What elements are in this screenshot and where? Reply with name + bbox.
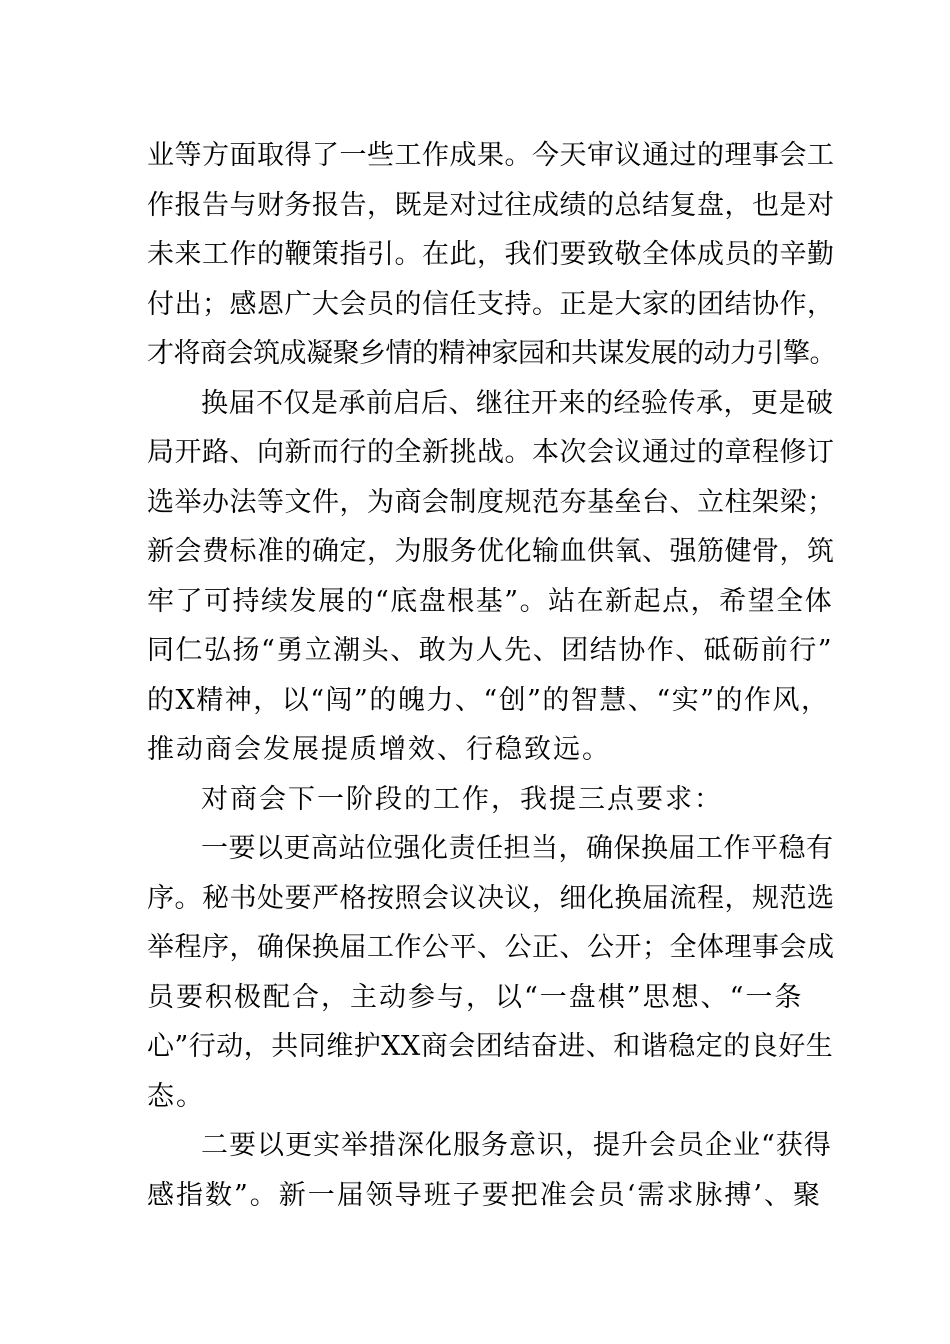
text-line: 局开路、向新而行的全新挑战。本次会议通过的章程修订	[147, 437, 835, 468]
text-line: 感指数”。新一届领导班子要把准会员‘需求脉搏’、聚	[147, 1179, 822, 1211]
text-line: 牢了可持续发展的“底盘根基”。站在新起点，希望全体	[147, 585, 834, 617]
text-line: 举程序，确保换届工作公平、公正、公开；全体理事会成	[147, 932, 835, 963]
body-text	[147, 131, 837, 1220]
text-line: 态。	[147, 1080, 205, 1112]
text-line: 同仁弘扬“勇立潮头、敢为人先、团结协作、砥砺前行”	[147, 635, 834, 666]
text-line: 付出；感恩广大会员的信任支持。正是大家的团结协作，	[147, 288, 835, 320]
text-line: 作报告与财务报告，既是对过往成绩的总结复盘，也是对	[147, 189, 835, 221]
text-line: 未来工作的鞭策指引。在此，我们要致敬全体成员的辛勤	[147, 239, 835, 270]
text-line: 才将商会筑成凝聚乡情的精神家园和共谋发展的动力引擎。	[147, 338, 836, 369]
text-line: 一要以更高站位强化责任担当，确保换届工作平稳有	[201, 833, 834, 864]
text-line: 换届不仅是承前启后、继往开来的经验传承，更是破	[201, 387, 834, 419]
text-line: 新会费标准的确定，为服务优化输血供氧、强筋健骨，筑	[147, 536, 835, 567]
text-line: 选举办法等文件，为商会制度规范夯基垒台、立柱架梁；	[147, 486, 835, 518]
text-line: 心”行动，共同维护XX商会团结奋进、和谐稳定的良好生	[147, 1031, 834, 1062]
text-line: 推动商会发展提质增效、行稳致远。	[147, 734, 611, 765]
text-line: 序。秘书处要严格按照会议决议，细化换届流程，规范选	[147, 882, 835, 914]
text-line: 员要积极配合，主动参与，以“一盘棋”思想、“一条	[147, 981, 804, 1013]
text-line: 的X精神，以“闯”的魄力、“创”的智慧、“实”的作风，	[147, 684, 830, 716]
text-line: 二要以更实举措深化服务意识，提升会员企业“获得	[201, 1130, 832, 1161]
text-line: 对商会下一阶段的工作，我提三点要求：	[201, 783, 723, 815]
text-line: 业等方面取得了一些工作成果。今天审议通过的理事会工	[147, 140, 835, 171]
